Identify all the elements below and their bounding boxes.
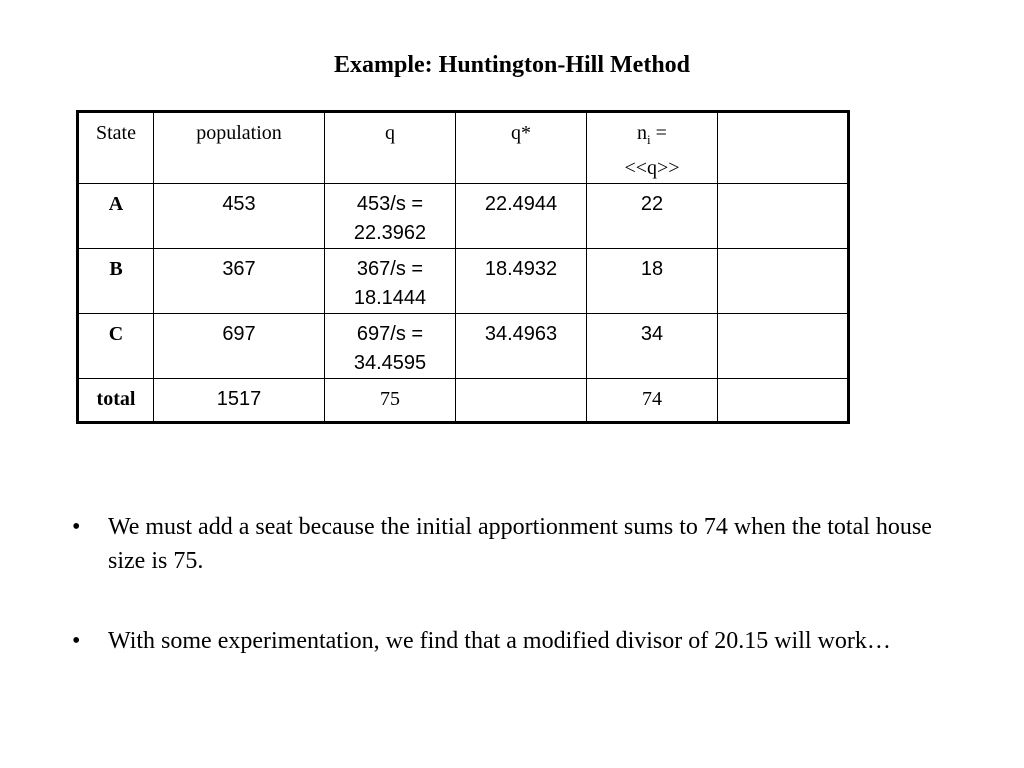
- state-cell: B: [78, 249, 154, 314]
- header-n-formula: <<q>>: [624, 157, 680, 179]
- total-q-cell: 75: [325, 379, 456, 423]
- header-state: State: [78, 112, 154, 184]
- header-population: population: [154, 112, 325, 184]
- slide-title: Example: Huntington-Hill Method: [333, 52, 691, 78]
- bullet-marker: •: [72, 514, 81, 540]
- total-extra-cell: [718, 379, 849, 423]
- n-cell: 18: [587, 249, 718, 314]
- q-cell: [325, 249, 456, 314]
- total-n-cell: 74: [587, 379, 718, 423]
- q-star-cell: 18.4932: [456, 249, 587, 314]
- table-header-row: [78, 112, 849, 184]
- header-q-star: q*: [456, 112, 587, 184]
- q-cell: [325, 184, 456, 249]
- extra-cell: [718, 314, 849, 379]
- header-n-equals: =: [650, 122, 667, 144]
- population-cell: 367: [154, 249, 325, 314]
- list-item: [72, 624, 932, 658]
- q-formula: 697/s =: [356, 323, 424, 345]
- q-star-cell: 22.4944: [456, 184, 587, 249]
- q-cell: [325, 314, 456, 379]
- n-cell: 34: [587, 314, 718, 379]
- extra-cell: [718, 184, 849, 249]
- q-value: 34.4595: [353, 352, 427, 374]
- q-formula: 453/s =: [356, 193, 424, 215]
- total-q-star-cell: [456, 379, 587, 423]
- bullet-marker: •: [72, 628, 81, 654]
- bullet-text: With some experimentation, we find that a modified divisor of 20.15 will work…: [108, 628, 891, 654]
- population-cell: 697: [154, 314, 325, 379]
- n-cell: 22: [587, 184, 718, 249]
- q-star-cell: 34.4963: [456, 314, 587, 379]
- q-formula: 367/s =: [356, 258, 424, 280]
- state-cell: A: [78, 184, 154, 249]
- apportionment-table: [76, 110, 850, 424]
- header-n: [587, 112, 718, 184]
- bullet-text: We must add a seat because the initial apportionment sums to 74 when the total house size is 75.: [108, 514, 932, 574]
- table-row: [78, 314, 849, 379]
- q-value: 22.3962: [353, 222, 427, 244]
- bullet-list: [72, 510, 932, 704]
- header-n-base: n: [637, 122, 648, 144]
- table-row: [78, 184, 849, 249]
- total-population-cell: 1517: [154, 379, 325, 423]
- header-extra: [718, 112, 849, 184]
- list-item: [72, 510, 932, 578]
- table-row: [78, 249, 849, 314]
- header-q: q: [325, 112, 456, 184]
- extra-cell: [718, 249, 849, 314]
- header-n-subscript: i: [647, 132, 651, 147]
- q-value: 18.1444: [353, 287, 427, 309]
- state-cell: C: [78, 314, 154, 379]
- total-label-cell: total: [78, 379, 154, 423]
- table-total-row: [78, 379, 849, 423]
- population-cell: 453: [154, 184, 325, 249]
